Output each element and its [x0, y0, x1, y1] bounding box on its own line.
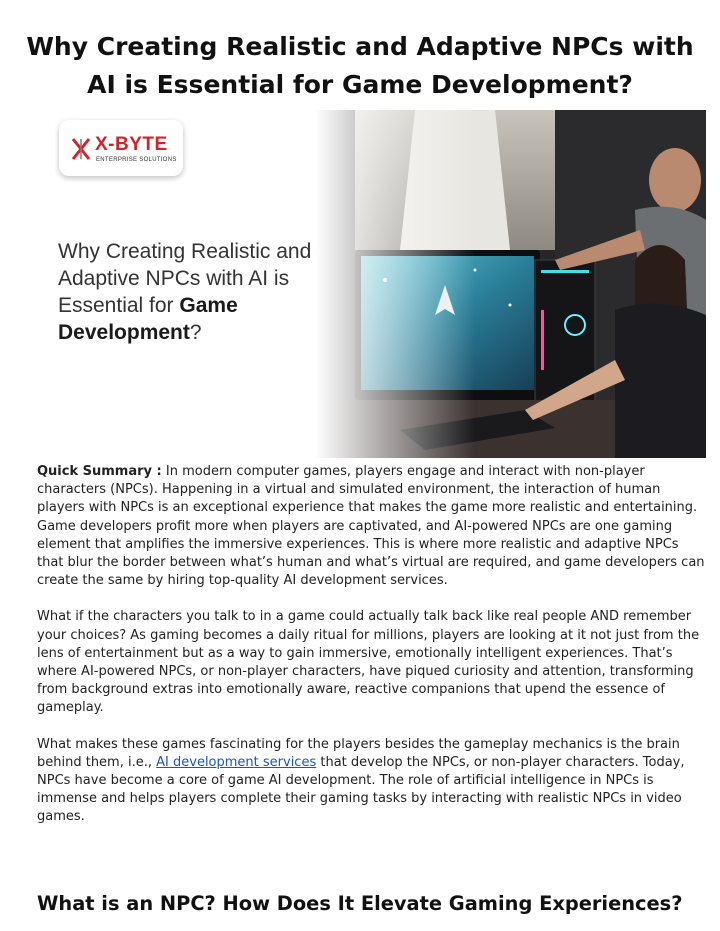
hero-heading: [58, 238, 358, 346]
services-text-before: What makes these games fascinating for the players besides the gameplay mechanics is the brain behind them, i.e.,: [37, 736, 680, 770]
quick-summary-label: Quick Summary :: [37, 464, 162, 479]
quick-summary-paragraph: [37, 463, 705, 590]
logo-name: X-BYTE: [95, 134, 168, 155]
hero-heading-end: ?: [189, 321, 202, 344]
hero-banner: [55, 110, 706, 458]
hero-heading-normal: Why Creating Realistic and Adaptive NPCs with AI is Essential for: [58, 240, 312, 317]
services-paragraph: [37, 736, 705, 827]
page-title: Why Creating Realistic and Adaptive NPCs with AI is Essential for Game Development?: [26, 32, 694, 99]
logo-tagline: ENTERPRISE SOLUTIONS: [96, 157, 177, 163]
xbyte-logo-icon: [71, 137, 91, 161]
xbyte-logo-card: [59, 120, 183, 176]
services-text-after: that develop the NPCs, or non-player characters. Today, NPCs have become a core of game AI development. The role of artificial intelligence in NPCs is immense and helps players complete their gaming tasks by interacting with realistic NPCs in video games.: [37, 754, 685, 825]
ai-development-services-link[interactable]: AI development services: [156, 754, 317, 770]
section-heading: What is an NPC? How Does It Elevate Gaming Experiences?: [37, 892, 683, 915]
article-body: [37, 463, 705, 827]
hero-heading-bold: Game Development: [58, 294, 238, 344]
quick-summary-text: In modern computer games, players engage and interact with non-player characters (NPCs). Happening in a virtual and simulated environment, the interaction of human players with NPCs is an exceptional experience that makes the game more realistic and entertaining. Game developers profit more when players are captivated, and AI-powered NPCs are one gaming element that amplifies the immersive experiences. This is where more realistic and adaptive NPCs that blur the border between what’s human and what’s virtual are required, and game developers can create the same by hiring top-quality AI development services.: [37, 464, 705, 589]
intro-paragraph: What if the characters you talk to in a game could actually talk back like real people AND remember your choices? As gaming becomes a daily ritual for millions, players are looking at it not just from the lens of entertainment but as a way to gain immersive, emotionally intelligent experiences. That’s where AI-powered NPCs, or non-player characters, have piqued curiosity and attention, transforming from background extras into emotionally aware, reactive companions that upend the essence of gameplay.: [37, 609, 700, 716]
